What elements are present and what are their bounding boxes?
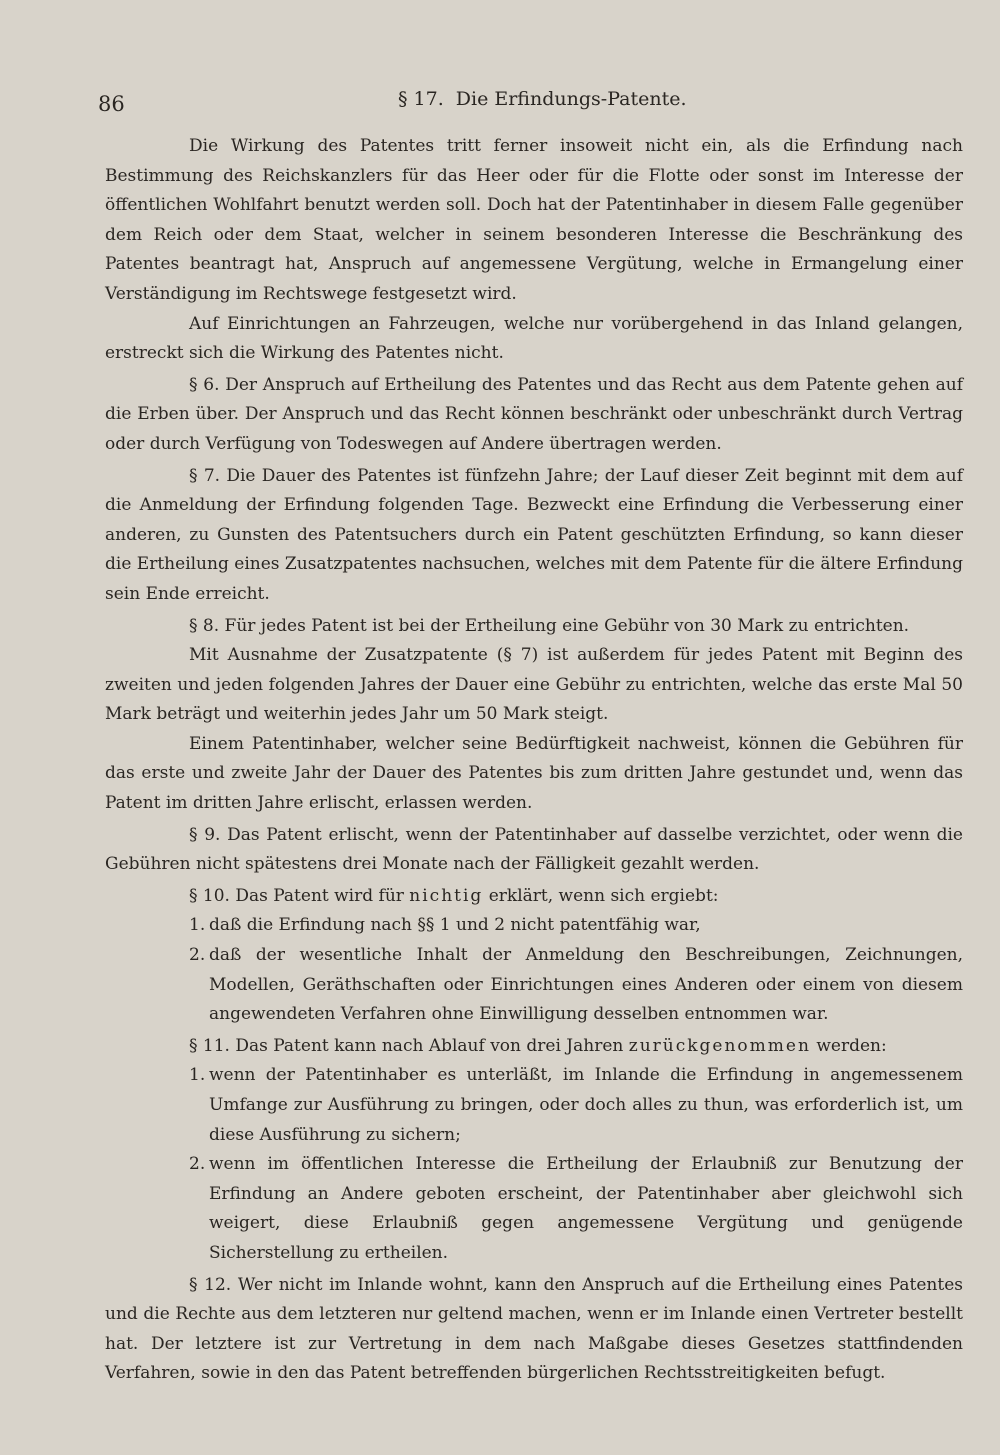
paragraph-section-11 xyxy=(105,1032,963,1062)
paragraph-zusatzpatente: Mit Ausnahme der Zusatzpatente (§ 7) ist außerdem für jedes Patent mit Beginn des zweiten und jeden folgenden Jahres der Dauer eine Gebühr zu entrichten, welche das erste Mal 50 Mark beträgt und weiterhin jedes Jahr um 50 Mark steigt. xyxy=(105,645,963,725)
page-number: 86 xyxy=(98,92,125,116)
list-item-number: 1. xyxy=(189,1065,206,1086)
paragraph-wirkung: Die Wirkung des Patentes tritt ferner insoweit nicht ein, als die Erfindung nach Bestimmung des Reichskanzlers für das Heer oder für die Flotte oder sonst im Interesse der öffentlichen Wohlfahrt benutzt werden soll. Doch hat der Patentinhaber in diesem Falle gegenüber dem Reich oder dem Staat, welcher in seinem besonderen Interesse die Beschränkung des Patentes beantragt hat, Anspruch auf angemessene Vergütung, welche in Ermangelung einer Verständigung im Rechtswege festgesetzt wird. xyxy=(105,136,963,304)
paragraph-section-7: § 7. Die Dauer des Patentes ist fünfzehn Jahre; der Lauf dieser Zeit beginnt mit dem auf die Anmeldung der Erfindung folgenden Tage. Bezweckt eine Erfindung die Verbesserung einer anderen, zu Gunsten des Patentsuchers durch ein Patent geschützten Erfindung, so kann dieser die Ertheilung eines Zusatzpatentes nachsuchen, welches mit dem Patente für die ältere Erfindung sein Ende erreicht. xyxy=(105,465,963,604)
list-item-number: 2. xyxy=(189,945,206,966)
list-item xyxy=(105,1150,963,1268)
list-item xyxy=(105,1061,963,1150)
list-item xyxy=(105,941,963,1030)
section-10-intro: § 10. Das Patent wird für xyxy=(189,885,410,906)
list-item-number: 2. xyxy=(189,1154,206,1175)
page-header xyxy=(98,88,960,118)
running-head-section: § 17. xyxy=(398,88,444,110)
paragraph-section-6: § 6. Der Anspruch auf Ertheilung des Patentes und das Recht aus dem Patente gehen auf die Erben über. Der Anspruch und das Recht können beschränkt oder unbeschränkt durch Vertrag oder durch Verfügung von Todeswegen auf Andere übertragen werden. xyxy=(105,374,963,454)
section-10-intro-end: erklärt, wenn sich ergiebt: xyxy=(483,885,719,906)
running-head-title: Die Erfindungs-Patente. xyxy=(455,88,687,110)
section-10-emphasis: nichtig xyxy=(409,885,484,906)
paragraph-beduerftigkeit: Einem Patentinhaber, welcher seine Bedürftigkeit nachweist, können die Gebühren für das erste und zweite Jahr der Dauer des Patentes bis zum dritten Jahre gestundet und, wenn das Patent im dritten Jahre erlischt, erlassen werden. xyxy=(105,733,963,814)
paragraph-section-10 xyxy=(105,882,963,912)
section-11-emphasis: zurückgenommen xyxy=(628,1035,811,1056)
paragraph-fahrzeuge: Auf Einrichtungen an Fahrzeugen, welche nur vorübergehend in das Inland gelangen, erstreckt sich die Wirkung des Patentes nicht. xyxy=(105,313,963,364)
page-body xyxy=(105,132,963,1389)
list-item-text: wenn im öffentlichen Interesse die Ertheilung der Erlaubniß zur Benutzung der Erfindung an Andere geboten erscheint, der Patentinhaber aber gleichwohl sich weigert, diese Erlaubniß gegen angemessene Vergütung und genügende Sicherstellung zu ertheilen. xyxy=(209,1154,963,1263)
list-item-text: daß der wesentliche Inhalt der Anmeldung den Beschreibungen, Zeichnungen, Modellen, Geräthschaften oder Einrichtungen eines Anderen oder einem von diesem angewendeten Verfahren ohne Einwilligung desselben entnommen war. xyxy=(209,945,963,1025)
list-item xyxy=(105,911,963,941)
section-10-list xyxy=(105,911,963,1029)
section-11-intro-end: werden: xyxy=(810,1035,887,1056)
section-11-list xyxy=(105,1061,963,1268)
paragraph-section-9: § 9. Das Patent erlischt, wenn der Patentinhaber auf dasselbe verzichtet, oder wenn die Gebühren nicht spätestens drei Monate nach der Fälligkeit gezahlt werden. xyxy=(105,824,963,875)
running-head xyxy=(398,88,686,110)
list-item-text: wenn der Patentinhaber es unterläßt, im Inlande die Erfindung in angemessenem Umfange zur Ausführung zu bringen, oder doch alles zu thun, was erforderlich ist, um diese Ausführung zu sichern; xyxy=(209,1065,963,1145)
list-item-number: 1. xyxy=(189,915,206,936)
paragraph-section-12: § 12. Wer nicht im Inlande wohnt, kann den Anspruch auf die Ertheilung eines Patentes und die Rechte aus dem letzteren nur geltend machen, wenn er im Inlande einen Vertreter bestellt hat. Der letztere ist zur Vertretung in dem nach Maßgabe dieses Gesetzes stattfindenden Verfahren, sowie in den das Patent betreffenden bürgerlichen Rechtsstreitigkeiten befugt. xyxy=(105,1274,963,1384)
list-item-text: daß die Erfindung nach §§ 1 und 2 nicht patentfähig war, xyxy=(209,915,701,936)
paragraph-section-8: § 8. Für jedes Patent ist bei der Ertheilung eine Gebühr von 30 Mark zu entrichten. xyxy=(189,615,910,636)
section-11-intro: § 11. Das Patent kann nach Ablauf von drei Jahren xyxy=(189,1035,629,1056)
